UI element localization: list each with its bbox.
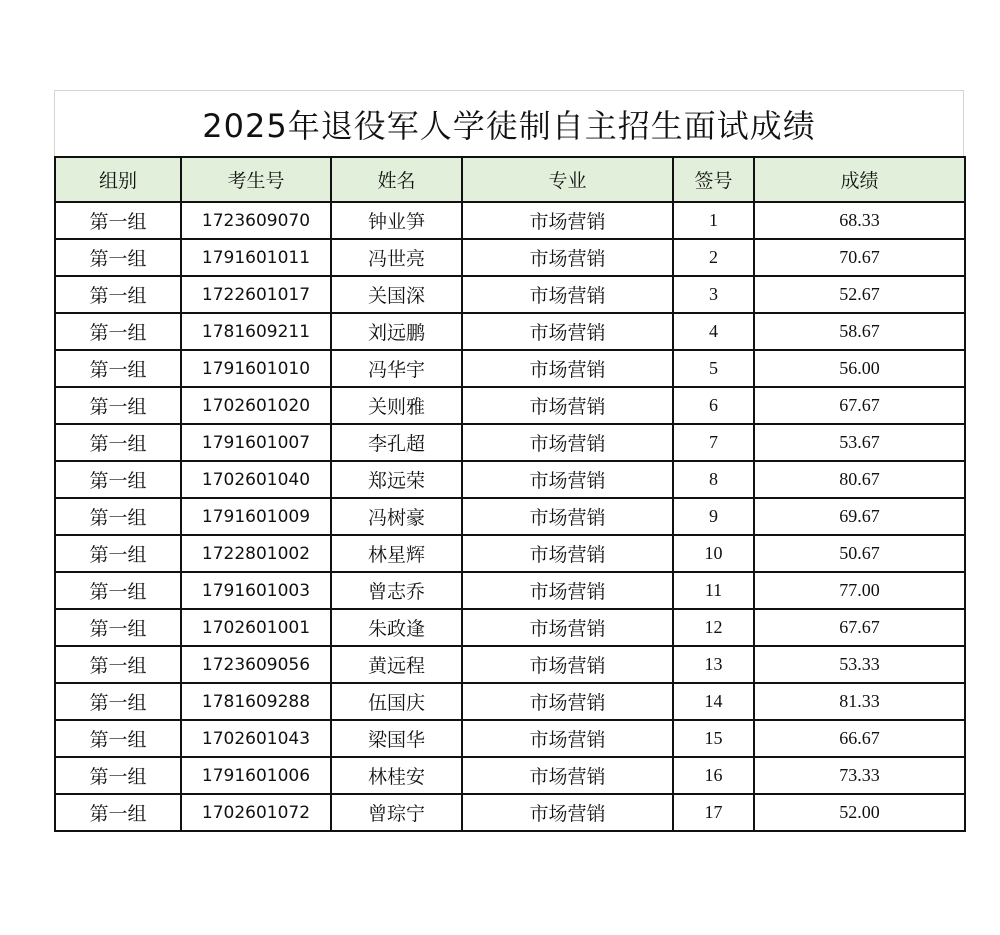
cell-group: 第一组	[55, 239, 181, 276]
cell-score: 66.67	[754, 720, 965, 757]
table-row	[55, 461, 965, 498]
cell-exam-id: 1702601001	[181, 609, 331, 646]
cell-group: 第一组	[55, 757, 181, 794]
table-row	[55, 609, 965, 646]
cell-major: 市场营销	[462, 646, 673, 683]
cell-group: 第一组	[55, 202, 181, 239]
cell-score: 52.00	[754, 794, 965, 831]
cell-exam-id: 1702601020	[181, 387, 331, 424]
cell-draw-number: 1	[673, 202, 754, 239]
table-row	[55, 572, 965, 609]
cell-major: 市场营销	[462, 609, 673, 646]
cell-group: 第一组	[55, 794, 181, 831]
cell-draw-number: 15	[673, 720, 754, 757]
cell-major: 市场营销	[462, 350, 673, 387]
table-row	[55, 387, 965, 424]
cell-exam-id: 1791601010	[181, 350, 331, 387]
cell-score: 77.00	[754, 572, 965, 609]
cell-group: 第一组	[55, 461, 181, 498]
cell-group: 第一组	[55, 350, 181, 387]
table-row	[55, 683, 965, 720]
cell-exam-id: 1722801002	[181, 535, 331, 572]
cell-score: 53.67	[754, 424, 965, 461]
cell-draw-number: 2	[673, 239, 754, 276]
cell-major: 市场营销	[462, 794, 673, 831]
cell-name: 朱政逢	[331, 609, 462, 646]
title-cell	[54, 90, 964, 156]
table-row	[55, 350, 965, 387]
cell-score: 52.67	[754, 276, 965, 313]
table-row	[55, 535, 965, 572]
cell-group: 第一组	[55, 498, 181, 535]
score-sheet	[54, 90, 964, 832]
cell-score: 80.67	[754, 461, 965, 498]
cell-draw-number: 5	[673, 350, 754, 387]
cell-name: 冯华宇	[331, 350, 462, 387]
header-group: 组别	[55, 157, 181, 202]
cell-group: 第一组	[55, 572, 181, 609]
cell-name: 林星辉	[331, 535, 462, 572]
table-body	[55, 202, 965, 831]
table-header	[55, 157, 965, 202]
cell-draw-number: 7	[673, 424, 754, 461]
cell-draw-number: 13	[673, 646, 754, 683]
table-row	[55, 498, 965, 535]
cell-group: 第一组	[55, 646, 181, 683]
cell-group: 第一组	[55, 424, 181, 461]
table-row	[55, 276, 965, 313]
cell-draw-number: 10	[673, 535, 754, 572]
cell-group: 第一组	[55, 387, 181, 424]
cell-name: 冯树豪	[331, 498, 462, 535]
cell-score: 68.33	[754, 202, 965, 239]
cell-draw-number: 11	[673, 572, 754, 609]
table-row	[55, 202, 965, 239]
cell-name: 伍国庆	[331, 683, 462, 720]
cell-name: 钟业笋	[331, 202, 462, 239]
cell-exam-id: 1702601040	[181, 461, 331, 498]
cell-exam-id: 1791601006	[181, 757, 331, 794]
table-row	[55, 239, 965, 276]
cell-major: 市场营销	[462, 202, 673, 239]
cell-score: 70.67	[754, 239, 965, 276]
cell-exam-id: 1791601007	[181, 424, 331, 461]
cell-draw-number: 8	[673, 461, 754, 498]
cell-score: 56.00	[754, 350, 965, 387]
cell-major: 市场营销	[462, 239, 673, 276]
cell-score: 53.33	[754, 646, 965, 683]
cell-name: 郑远荣	[331, 461, 462, 498]
cell-draw-number: 3	[673, 276, 754, 313]
cell-draw-number: 12	[673, 609, 754, 646]
cell-draw-number: 16	[673, 757, 754, 794]
cell-major: 市场营销	[462, 757, 673, 794]
table-row	[55, 646, 965, 683]
cell-name: 冯世亮	[331, 239, 462, 276]
header-major: 专业	[462, 157, 673, 202]
cell-exam-id: 1702601072	[181, 794, 331, 831]
score-table	[54, 156, 966, 832]
cell-major: 市场营销	[462, 572, 673, 609]
cell-name: 刘远鹏	[331, 313, 462, 350]
cell-score: 69.67	[754, 498, 965, 535]
cell-score: 73.33	[754, 757, 965, 794]
table-row	[55, 313, 965, 350]
cell-draw-number: 6	[673, 387, 754, 424]
cell-exam-id: 1723609070	[181, 202, 331, 239]
cell-exam-id: 1702601043	[181, 720, 331, 757]
cell-score: 58.67	[754, 313, 965, 350]
cell-exam-id: 1723609056	[181, 646, 331, 683]
cell-exam-id: 1781609211	[181, 313, 331, 350]
cell-score: 67.67	[754, 609, 965, 646]
page-title: 2025年退役军人学徒制自主招生面试成绩	[202, 106, 816, 145]
cell-exam-id: 1791601009	[181, 498, 331, 535]
header-exam-id: 考生号	[181, 157, 331, 202]
cell-name: 梁国华	[331, 720, 462, 757]
table-row	[55, 720, 965, 757]
cell-draw-number: 4	[673, 313, 754, 350]
cell-exam-id: 1791601011	[181, 239, 331, 276]
header-name: 姓名	[331, 157, 462, 202]
cell-exam-id: 1722601017	[181, 276, 331, 313]
cell-major: 市场营销	[462, 424, 673, 461]
cell-name: 曾琮宁	[331, 794, 462, 831]
cell-group: 第一组	[55, 720, 181, 757]
cell-name: 关则雅	[331, 387, 462, 424]
table-row	[55, 424, 965, 461]
cell-group: 第一组	[55, 683, 181, 720]
cell-major: 市场营销	[462, 683, 673, 720]
cell-exam-id: 1791601003	[181, 572, 331, 609]
cell-draw-number: 17	[673, 794, 754, 831]
table-row	[55, 794, 965, 831]
cell-score: 81.33	[754, 683, 965, 720]
cell-major: 市场营销	[462, 313, 673, 350]
header-score: 成绩	[754, 157, 965, 202]
cell-exam-id: 1781609288	[181, 683, 331, 720]
cell-name: 黄远程	[331, 646, 462, 683]
cell-group: 第一组	[55, 609, 181, 646]
cell-group: 第一组	[55, 313, 181, 350]
header-draw-number: 签号	[673, 157, 754, 202]
cell-major: 市场营销	[462, 276, 673, 313]
cell-major: 市场营销	[462, 720, 673, 757]
cell-major: 市场营销	[462, 535, 673, 572]
header-row	[55, 157, 965, 202]
cell-major: 市场营销	[462, 498, 673, 535]
cell-name: 曾志乔	[331, 572, 462, 609]
cell-draw-number: 9	[673, 498, 754, 535]
cell-name: 李孔超	[331, 424, 462, 461]
cell-draw-number: 14	[673, 683, 754, 720]
cell-name: 林桂安	[331, 757, 462, 794]
cell-score: 67.67	[754, 387, 965, 424]
cell-major: 市场营销	[462, 461, 673, 498]
cell-group: 第一组	[55, 276, 181, 313]
table-row	[55, 757, 965, 794]
cell-score: 50.67	[754, 535, 965, 572]
cell-group: 第一组	[55, 535, 181, 572]
cell-name: 关国深	[331, 276, 462, 313]
cell-major: 市场营销	[462, 387, 673, 424]
